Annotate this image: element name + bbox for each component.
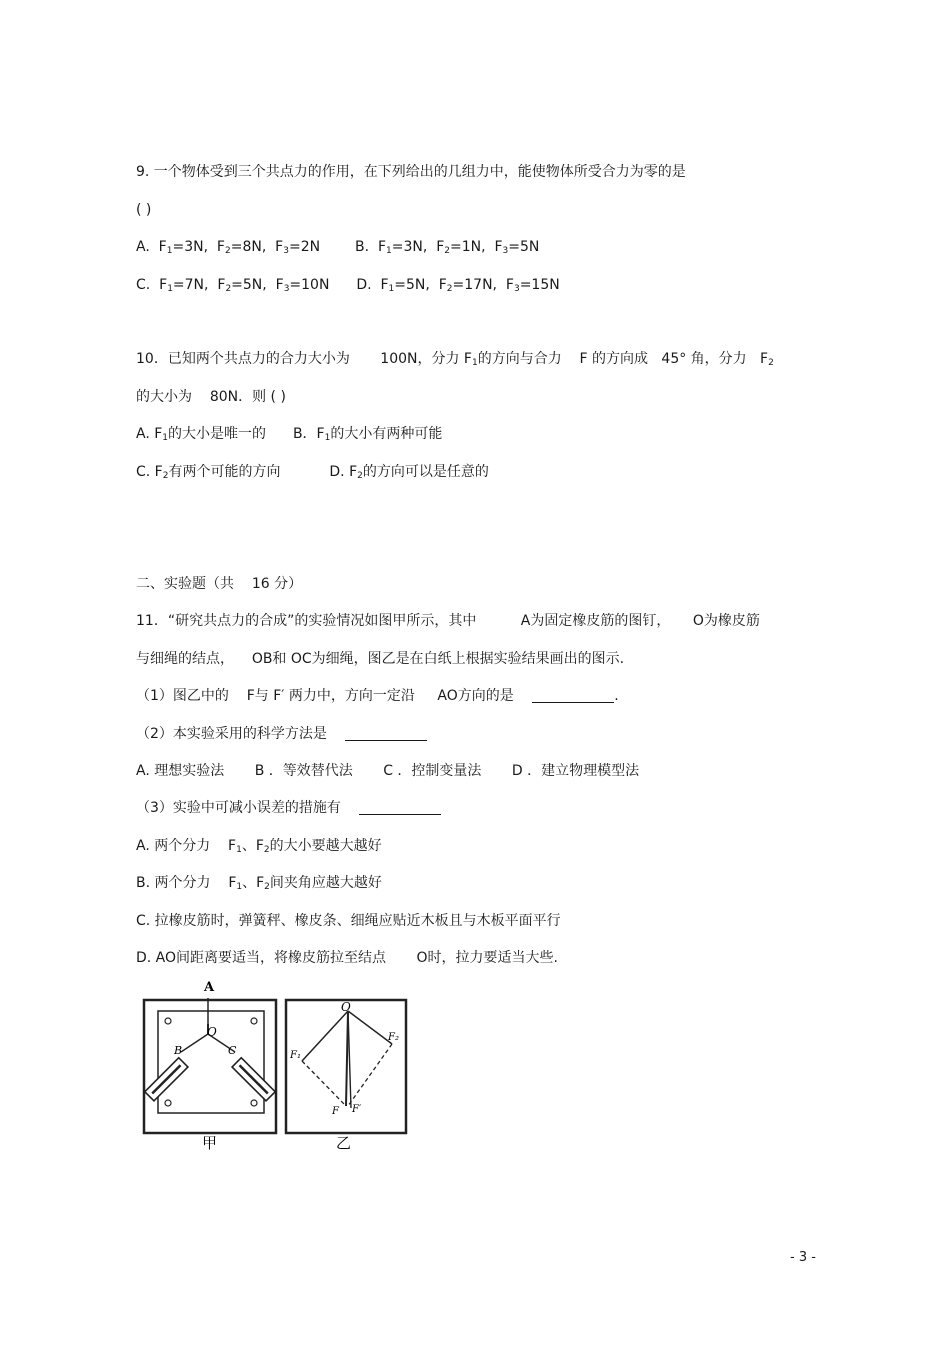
q11-method-a: A. 理想实验法 [136,763,225,779]
q11-method-c: C ．控制变量法 [383,763,482,779]
q11-sub3-answer-blank[interactable] [359,800,441,815]
q9-c-f3: =10N [289,277,330,293]
q11-sub3 [136,798,441,818]
q11-sub2-answer-blank[interactable] [345,726,427,741]
q9-b-f1: =3N, [391,239,428,255]
q10-d-label: D. [329,464,345,480]
q11-sub1-b: F与 F′ 两力中，方向一定沿 [246,688,415,704]
q9-d-label: D. [356,277,372,293]
section2-title [136,574,302,594]
q9-stem: 9. 一个物体受到三个共点力的作用，在下列给出的几组力中，能使物体所受合力为零的是 [136,164,686,180]
q10-stem-f: F [760,351,769,367]
q9-b-f2: =1N, [450,239,486,255]
spring-scale-right [232,1058,275,1101]
q9-a-label: A. [136,239,150,255]
q11-opt-d-a: D. AO间距离要适当，将橡皮筋拉至结点 [136,950,387,966]
q11-stem2-a: 与细绳的结点， [136,651,234,667]
label-o-yi: O [341,1000,351,1014]
q11-opt-c: C. 拉橡皮筋时，弹簧秤、橡皮条、细绳应贴近木板且与木板平面平行 [136,913,561,929]
q11-sub2 [136,724,427,744]
q10-stem-b: 100N，分力 F [380,351,472,367]
q10-stem-d: F 的方向成 [579,351,649,367]
q11-sub1-a: （1）图乙中的 [136,688,229,704]
label-a: A [204,980,215,995]
experiment-figure [136,978,426,1150]
q11-opt-b-b: 、F [242,875,265,891]
q10-b-text: 的大小有两种可能 [330,426,443,442]
caption-jia: 甲 [202,1134,218,1150]
q9-b-label: B. [355,239,370,255]
q10-stem-e: 45° 角，分力 [661,351,747,367]
q9-paren: ( ) [136,202,152,218]
q10-stem2-a: 的大小为 [136,389,192,405]
q11-sub1-end: . [614,688,619,704]
caption-yi: 乙 [336,1134,352,1150]
q11-methods [136,761,639,781]
q9-options-ab: A. $F_1=3N$, $F_2=8N$, $F_3=2N$ B. $F_1=3N$, $F_2=1N$, $F_3=5N$ [136,239,540,256]
q11-sub1-answer-blank[interactable] [532,688,614,703]
section2-title-b: 16 分） [251,576,303,592]
label-f: F [332,1106,339,1117]
q11-opt-a-a: A. 两个分力 [136,838,211,854]
q11-opt-b-c: 间夹角应越大越好 [269,875,382,891]
q10-stem: 10．已知两个共点力的合力大小为 100N，分力 $F_1$的方向与合力 F 的方向成 45° 角，分力 $F_2$ [136,351,774,368]
q9-options-cd: C. $F_1=7N$, $F_2=5N$, $F_3=10N$ D. $F_1=5N$, $F_2=17N$, $F_3=15N$ [136,277,560,294]
q11-opt-d-b: O时，拉力要适当大些. [416,950,558,966]
q10-a-label: A. [136,426,150,442]
figure-yi [286,1000,406,1150]
q11-opt-b-a: B. 两个分力 [136,875,211,891]
figure-jia [144,980,276,1150]
page-number: - 3 - [790,1250,816,1265]
label-c: C [228,1044,237,1057]
q10-c-label: C. [136,464,151,480]
spring-scale-left [145,1058,188,1101]
experiment-figure-svg [136,978,426,1150]
q11-opt-b: B. 两个分力 $F_1$、$F_2$间夹角应越大越好 [136,875,382,892]
q11-stem2 [136,649,624,669]
q11-opt-d [136,948,558,968]
q11-stem-b: A为固定橡皮筋的图钉， [520,613,671,629]
q10-stem2 [136,387,286,407]
q11-sub3-text: （3）实验中可减小误差的措施有 [136,800,341,816]
q10-options-cd: C. $F_2$有两个可能的方向 D. $F_2$的方向可以是任意的 [136,464,489,481]
label-b: B [174,1044,183,1057]
q9-a-f3: =2N [288,239,321,255]
q11-stem [136,611,760,631]
label-f1: F₁ [290,1050,301,1061]
q9-d-f2: =17N, [452,277,497,293]
q10-b-label: B．F [292,426,325,442]
q10-stem-c: 的方向与合力 [477,351,562,367]
label-o-jia: O [207,1025,217,1039]
q10-stem-a: 10．已知两个共点力的合力大小为 [136,351,350,367]
q9-c-label: C. [136,277,151,293]
q11-sub1-c: AO方向的是 [437,688,514,704]
q9-c-f2: =5N, [231,277,267,293]
q11-stem2-b: OB和 OC为细绳，图乙是在白纸上根据实验结果画出的图示. [251,651,625,667]
q10-options-ab: A. $F_1$的大小是唯一的 B．$F_1$的大小有两种可能 [136,426,443,443]
q11-opt-a-b: 、F [241,838,264,854]
section2-title-a: 二、实验题（共 [136,576,234,592]
q10-stem2-b: 80N．则 ( ) [209,389,286,405]
q11-opt-a-c: 的大小要越大越好 [269,838,382,854]
q11-opt-a: A. 两个分力 $F_1$、$F_2$的大小要越大越好 [136,838,382,855]
q11-method-b: B ．等效替代法 [254,763,353,779]
q10-c-text: 有两个可能的方向 [168,464,281,480]
label-f2: F₂ [388,1032,399,1043]
q11-sub1 [136,686,619,706]
q11-stem-a: 11．“研究共点力的合成”的实验情况如图甲所示，其中 [136,613,477,629]
label-f-prime: F′ [352,1104,362,1115]
q9-d-f3: =15N [519,277,560,293]
q9-a-f1: =3N, [172,239,209,255]
q9-d-f1: =5N, [394,277,430,293]
q9-b-f3: =5N [508,239,540,255]
q10-d-text: 的方向可以是任意的 [362,464,489,480]
q11-method-d: D ．建立物理模型法 [511,763,640,779]
q11-sub2-text: （2）本实验采用的科学方法是 [136,726,327,742]
q10-a-text: 的大小是唯一的 [168,426,267,442]
q9-c-f1: =7N, [172,277,209,293]
q11-stem-c: O为橡皮筋 [692,613,760,629]
q9-a-f2: =8N, [230,239,267,255]
